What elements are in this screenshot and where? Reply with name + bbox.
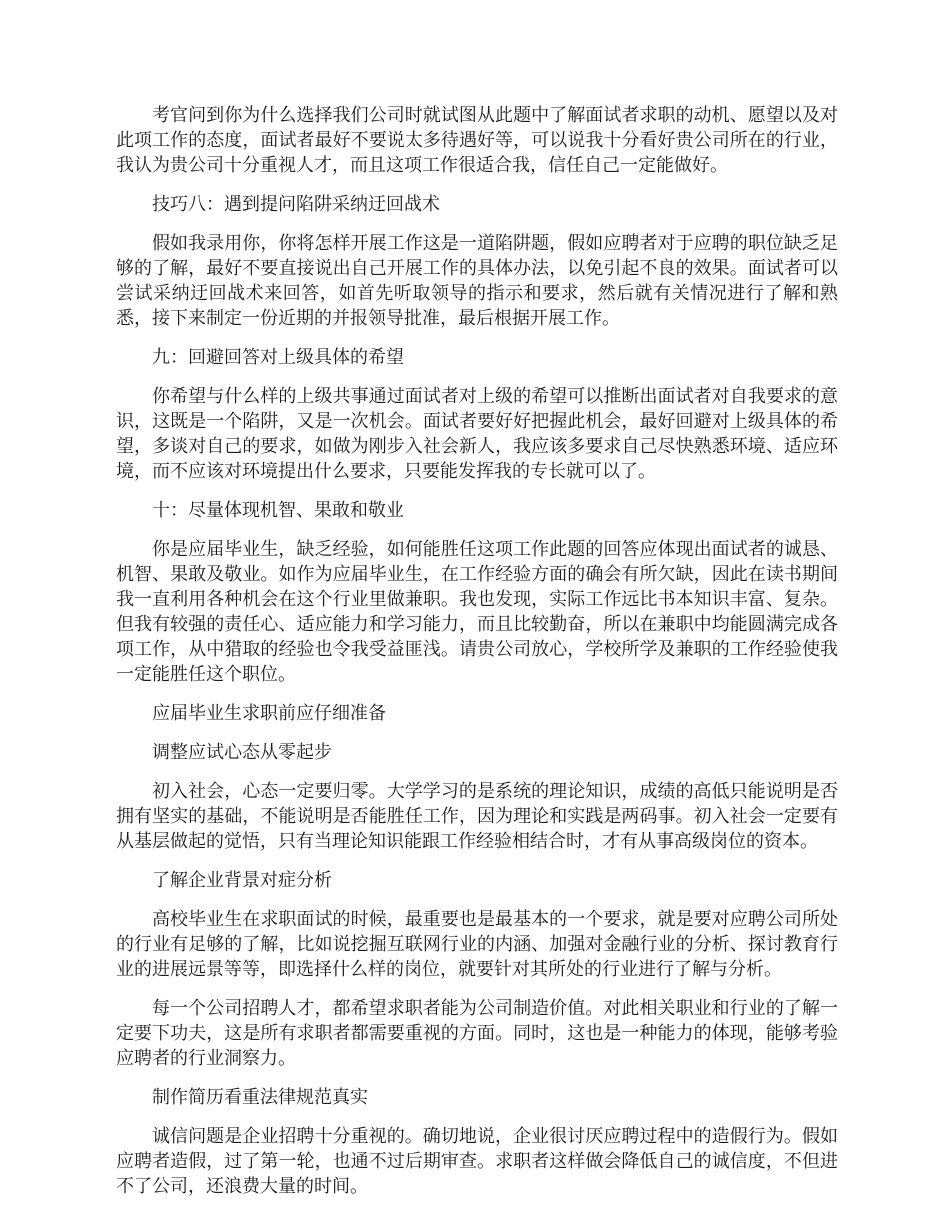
paragraph: 初入社会，心态一定要归零。大学学习的是系统的理论知识，成绩的高低只能说明是否拥有坚实的基础，不能说明是否能胜任工作，因为理论和实践是两码事。初入社会一定要有从基层做起的觉悟，只有当理论知识能跟工作经验相结合时，才有从事高级岗位的资本。 xyxy=(116,781,838,852)
paragraph: 诚信问题是企业招聘十分重视的。确切地说，企业很讨厌应聘过程中的造假行为。假如应聘者造假，过了第一轮，也通不过后期审查。求职者这样做会降低自己的诚信度，不但进不了公司，还浪费大量的时间。 xyxy=(116,1126,838,1197)
paragraph: 每一个公司招聘人才，都希望求职者能为公司制造价值。对此相关职业和行业的了解一定要下功夫，这是所有求职者都需要重视的方面。同时，这也是一种能力的体现，能够考验应聘者的行业洞察力。 xyxy=(116,998,838,1069)
section-heading: 十：尽量体现机智、果敢和敬业 xyxy=(152,500,404,521)
section-heading: 制作简历看重法律规范真实 xyxy=(152,1087,368,1108)
paragraph: 假如我录用你，你将怎样开展工作这是一道陷阱题，假如应聘者对于应聘的职位缺乏足够的了解，最好不要直接说出自己开展工作的具体办法，以免引起不良的效果。面试者可以尝试采纳迂回战术来回答，如首先听取领导的指示和要求，然后就有关情况进行了解和熟悉，接下来制定一份近期的并报领导批准，最后根据开展工作。 xyxy=(116,233,838,329)
section-heading: 调整应试心态从零起步 xyxy=(152,742,332,763)
section-heading: 技巧八：遇到提问陷阱采纳迂回战术 xyxy=(152,194,440,215)
paragraph: 你希望与什么样的上级共事通过面试者对上级的希望可以推断出面试者对自我要求的意识，这既是一个陷阱，又是一次机会。面试者要好好把握此机会，最好回避对上级具体的希望，多谈对自己的要求，如做为刚步入社会新人，我应该多要求自己尽快熟悉环境、适应环境，而不应该对环境提出什么要求，只要能发挥我的专长就可以了。 xyxy=(116,386,838,482)
document-body xyxy=(116,103,838,1213)
section-heading: 应届毕业生求职前应仔细准备 xyxy=(152,703,386,724)
section-heading: 九：回避回答对上级具体的希望 xyxy=(152,347,404,368)
paragraph: 你是应届毕业生，缺乏经验，如何能胜任这项工作此题的回答应体现出面试者的诚恳、机智、果敢及敬业。如作为应届毕业生，在工作经验方面的确会有所欠缺，因此在读书期间我一直利用各种机会在这个行业里做兼职。我也发现，实际工作远比书本知识丰富、复杂。但我有较强的责任心、适应能力和学习能力，而且比较勤奋，所以在兼职中均能圆满完成各项工作，从中猎取的经验也令我受益匪浅。请贵公司放心，学校所学及兼职的工作经验使我一定能胜任这个职位。 xyxy=(116,539,838,685)
section-heading: 了解企业背景对症分析 xyxy=(152,870,332,891)
paragraph: 考官问到你为什么选择我们公司时就试图从此题中了解面试者求职的动机、愿望以及对此项工作的态度，面试者最好不要说太多待遇好等，可以说我十分看好贵公司所在的行业，我认为贵公司十分重视人才，而且这项工作很适合我，信任自己一定能做好。 xyxy=(116,105,838,176)
paragraph: 高校毕业生在求职面试的时候，最重要也是最基本的一个要求，就是要对应聘公司所处的行业有足够的了解，比如说挖掘互联网行业的内涵、加强对金融行业的分析、探讨教育行业的进展远景等等，即选择什么样的岗位，就要针对其所处的行业进行了解与分析。 xyxy=(116,909,838,980)
